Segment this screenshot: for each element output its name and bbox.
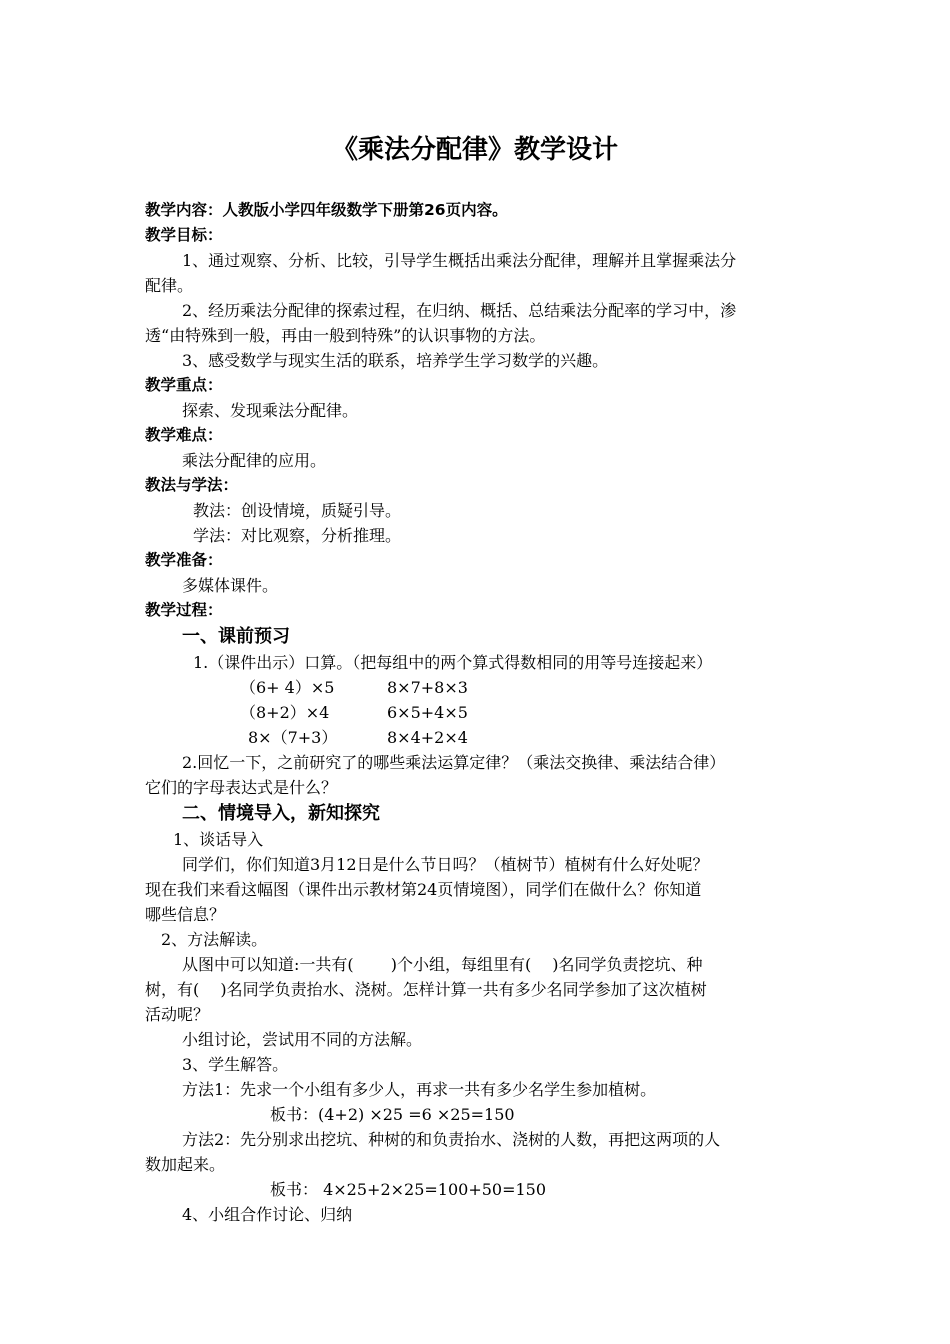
method-1: 方法1：先求一个小组有多少人，再求一共有多少名学生参加植树。 <box>182 1080 657 1099</box>
equation-pair-row <box>145 725 810 750</box>
prep-heading: 教学准备： <box>145 551 223 569</box>
section-1-heading: 一、课前预习 <box>182 626 290 647</box>
document-body <box>145 198 810 1227</box>
step-2-line-2: 树，有( )名同学负责抬水、浇树。怎样计算一共有多少名同学参加了这次植树 <box>145 980 707 999</box>
section-1-item-2-line-1: 2.回忆一下，之前研究了的哪些乘法运算定律？（乘法交换律、乘法结合律） <box>182 753 726 772</box>
process-heading: 教学过程： <box>145 601 223 619</box>
step-2-line-3: 活动呢？ <box>145 1005 210 1024</box>
step-1-line-3: 哪些信息？ <box>145 905 226 924</box>
board-2: 板书： 4×25+2×25=100+50=150 <box>270 1180 547 1199</box>
equation-left: （6+ 4）×5 <box>240 678 335 697</box>
goal-3: 3、感受数学与现实生活的联系，培养学生学习数学的兴趣。 <box>182 351 609 370</box>
goal-1-line-1: 1、通过观察、分析、比较，引导学生概括出乘法分配律，理解并且掌握乘法分 <box>182 251 737 270</box>
learning-method: 学法：对比观察，分析推理。 <box>193 526 402 545</box>
step-2-line-4: 小组讨论，尝试用不同的方法解。 <box>182 1030 423 1049</box>
equation-right: 8×7+8×3 <box>387 678 468 697</box>
equation-right: 6×5+4×5 <box>387 703 468 722</box>
step-3-heading: 3、学生解答。 <box>182 1055 289 1074</box>
key-point-text: 探索、发现乘法分配律。 <box>182 401 359 420</box>
document-title: 《乘法分配律》教学设计 <box>331 135 618 165</box>
key-point-heading: 教学重点： <box>145 376 223 394</box>
step-1-line-1: 同学们，你们知道3月12日是什么节日吗？（植树节）植树有什么好处呢？ <box>182 855 709 874</box>
prep-text: 多媒体课件。 <box>182 576 279 595</box>
teaching-method: 教法：创设情境，质疑引导。 <box>193 501 402 520</box>
difficulty-text: 乘法分配律的应用。 <box>182 451 327 470</box>
equation-left: 8×（7+3） <box>248 728 338 747</box>
goal-2-line-2: 透“由特殊到一般，再由一般到特殊”的认识事物的方法。 <box>145 326 546 345</box>
equation-pair-row <box>145 675 810 700</box>
method-2-line-1: 方法2：先分别求出挖坑、种树的和负责抬水、浇树的人数，再把这两项的人 <box>182 1130 721 1149</box>
step-2-heading: 2、方法解读。 <box>161 930 268 949</box>
step-2-line-1: 从图中可以知道:一共有( )个小组，每组里有( )名同学负责挖坑、种 <box>182 955 703 974</box>
goal-2-line-1: 2、经历乘法分配律的探索过程，在归纳、概括、总结乘法分配率的学习中，渗 <box>182 301 737 320</box>
section-1-item-1: 1.（课件出示）口算。（把每组中的两个算式得数相同的用等号连接起来） <box>193 653 713 672</box>
step-1-heading: 1、谈话导入 <box>173 830 264 849</box>
equation-right: 8×4+2×4 <box>387 728 468 747</box>
goal-1-line-2: 配律。 <box>145 276 194 295</box>
methods-heading: 教法与学法： <box>145 476 239 494</box>
board-1: 板书：(4+2) ×25 =6 ×25=150 <box>270 1105 515 1124</box>
difficulty-heading: 教学难点： <box>145 426 223 444</box>
section-2-heading: 二、情境导入，新知探究 <box>182 803 380 824</box>
equation-pair-row <box>145 700 810 725</box>
equation-left: （8+2）×4 <box>240 703 330 722</box>
step-4-heading: 4、小组合作讨论、归纳 <box>182 1205 353 1224</box>
step-1-line-2: 现在我们来看这幅图（课件出示教材第24页情境图），同学们在做什么？你知道 <box>145 880 702 899</box>
goals-heading: 教学目标： <box>145 226 223 244</box>
method-2-line-2: 数加起来。 <box>145 1155 226 1174</box>
content-heading: 教学内容：人教版小学四年级数学下册第26页内容。 <box>145 201 508 219</box>
section-1-item-2-line-2: 它们的字母表达式是什么？ <box>145 778 338 797</box>
